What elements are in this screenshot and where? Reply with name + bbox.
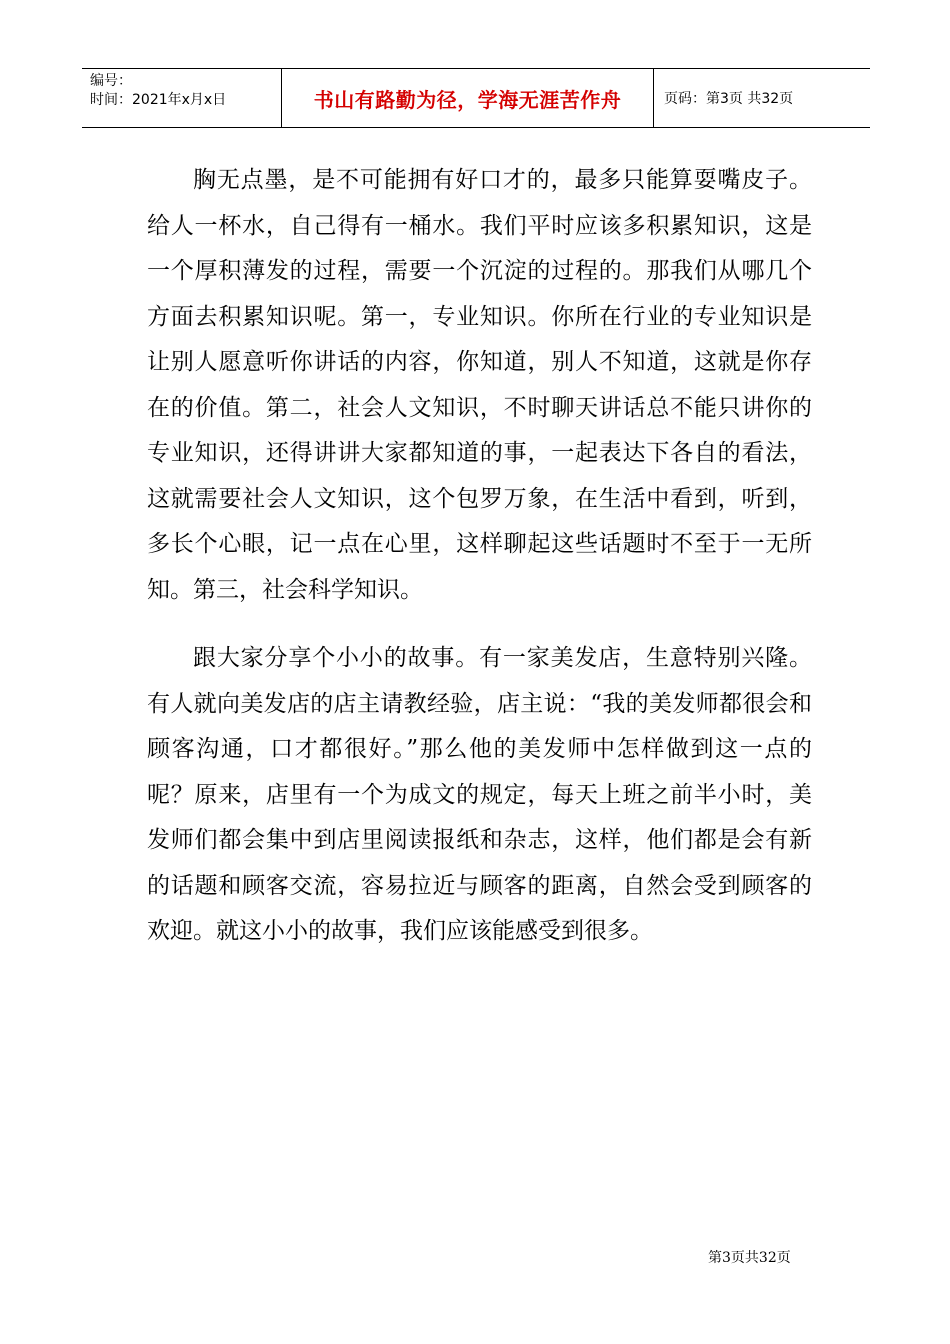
page-footer: 第3页共32页 [708,1250,791,1266]
header-meta [82,69,282,127]
body-paragraph-1: 胸无点墨，是不可能拥有好口才的，最多只能算耍嘴皮子。给人一杯水，自己得有一桶水。我们平时应该多积累知识，这是一个厚积薄发的过程，需要一个沉淀的过程的。那我们从哪几个方面去积累知识呢。第一，专业知识。你所在行业的专业知识是让别人愿意听你讲话的内容，你知道，别人不知道，这就是你存在的价值。第二，社会人文知识，不时聊天讲话总不能只讲你的专业知识，还得讲讲大家都知道的事，一起表达下各自的看法，这就需要社会人文知识，这个包罗万象，在生活中看到，听到，多长个心眼，记一点在心里，这样聊起这些话题时不至于一无所知。第三，社会科学知识。 [147,167,812,603]
header-motto: 书山有路勤为径，学海无涯苦作舟 [282,69,654,127]
page-header [82,68,870,128]
document-body [147,158,812,955]
document-number-label: 编号： [90,73,132,89]
document-time-label: 时间：2021年x月x日 [90,92,227,108]
body-paragraph-2: 跟大家分享个小小的故事。有一家美发店，生意特别兴隆。有人就向美发店的店主请教经验，店主说：“我的美发师都很会和顾客沟通，口才都很好。”那么他的美发师中怎样做到这一点的呢？原来，店里有一个为成文的规定，每天上班之前半小时，美发师们都会集中到店里阅读报纸和杂志，这样，他们都是会有新的话题和顾客交流，容易拉近与顾客的距离，自然会受到顾客的欢迎。就这小小的故事，我们应该能感受到很多。 [147,645,812,944]
header-page-number: 页码：第3页 共32页 [664,91,794,107]
